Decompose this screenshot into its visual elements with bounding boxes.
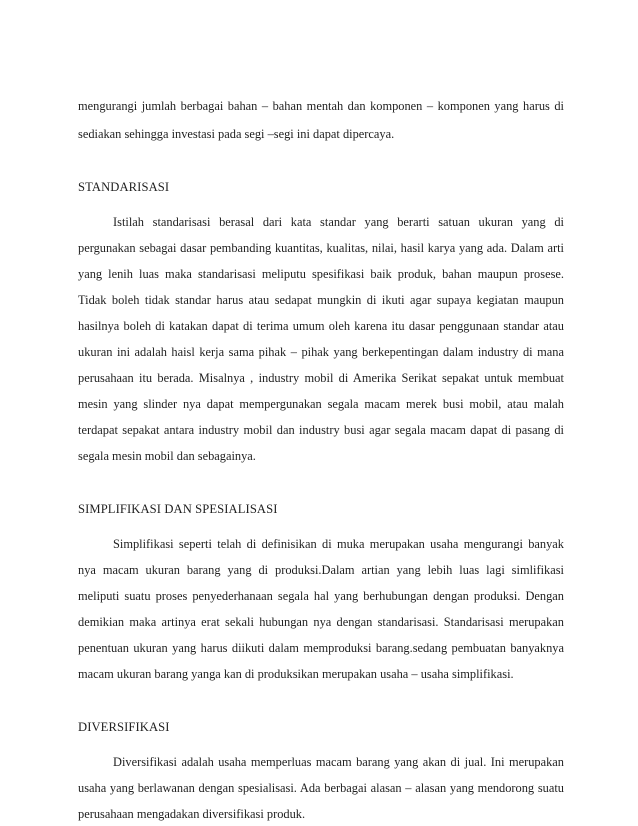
paragraph-line: Istilah standarisasi berasal dari kata standar yang berarti satuan ukuran yang di xyxy=(113,215,564,229)
section-heading-simplifikasi: SIMPLIFIKASI DAN SPESIALISASI xyxy=(78,502,278,516)
intro-line: mengurangi jumlah berbagai bahan – bahan mentah dan komponen – komponen yang harus di xyxy=(78,99,564,113)
paragraph-line: mesin yang slinder nya dapat mempergunakan segala macam merek busi mobil, atau malah xyxy=(78,397,564,411)
paragraph-line: usaha yang berlawanan dengan spesialisasi. Ada berbagai alasan – alasan yang mendorong suatu xyxy=(78,781,564,795)
paragraph-line: demikian maka artinya erat sekali hubungan nya dengan standarisasi. Standarisasi merupakan xyxy=(78,615,564,629)
paragraph-line: terdapat sepakat antara industry mobil dan industry busi agar segala macam dapat di pasang di xyxy=(78,423,564,437)
intro-line: sediakan sehingga investasi pada segi –segi ini dapat dipercaya. xyxy=(78,127,395,141)
paragraph-line: perusahaan mengadakan diversifikasi produk. xyxy=(78,807,306,821)
paragraph-line: segala mesin mobil dan sebagainya. xyxy=(78,449,256,463)
section-heading-diversifikasi: DIVERSIFIKASI xyxy=(78,720,170,734)
paragraph-line: ukuran ini adalah haisl kerja sama pihak – pihak yang berkepentingan dalam industry di mana xyxy=(78,345,564,359)
paragraph-line: nya macam ukuran barang yang di produksi.Dalam artian yang lebih luas lagi simlifikasi xyxy=(78,563,564,577)
paragraph-line: macam ukuran barang yanga kan di produksikan merupakan usaha – usaha simplifikasi. xyxy=(78,667,514,681)
paragraph-line: hasilnya boleh di katakan dapat di terima umum oleh karena itu dasar penggunaan standar atau xyxy=(78,319,564,333)
paragraph-line: pergunakan sebagai dasar pembanding kuantitas, kualitas, nilai, hasil karya yang ada. Dalam arti xyxy=(78,241,564,255)
paragraph-line: Tidak boleh tidak standar harus atau sedapat mungkin di ikuti agar supaya kegiatan maupun xyxy=(78,293,564,307)
paragraph-line: yang lenih luas maka standarisasi meliputu spesifikasi baik produk, bahan maupun prosese. xyxy=(78,267,564,281)
paragraph-line: perusahaan itu berada. Misalnya , industry mobil di Amerika Serikat sepakat untuk membuat xyxy=(78,371,564,385)
paragraph-line: Diversifikasi adalah usaha memperluas macam barang yang akan di jual. Ini merupakan xyxy=(113,755,564,769)
section-heading-standarisasi: STANDARISASI xyxy=(78,180,170,194)
paragraph-line: penentuan ukuran yang harus diikuti dalam memproduksi barang.sedang pembuatan banyaknya xyxy=(78,641,564,655)
paragraph-line: Simplifikasi seperti telah di definisikan di muka merupakan usaha mengurangi banyak xyxy=(113,537,564,551)
paragraph-line: meliputi suatu proses penyederhanaan segala hal yang berhubungan dengan produksi. Dengan xyxy=(78,589,564,603)
